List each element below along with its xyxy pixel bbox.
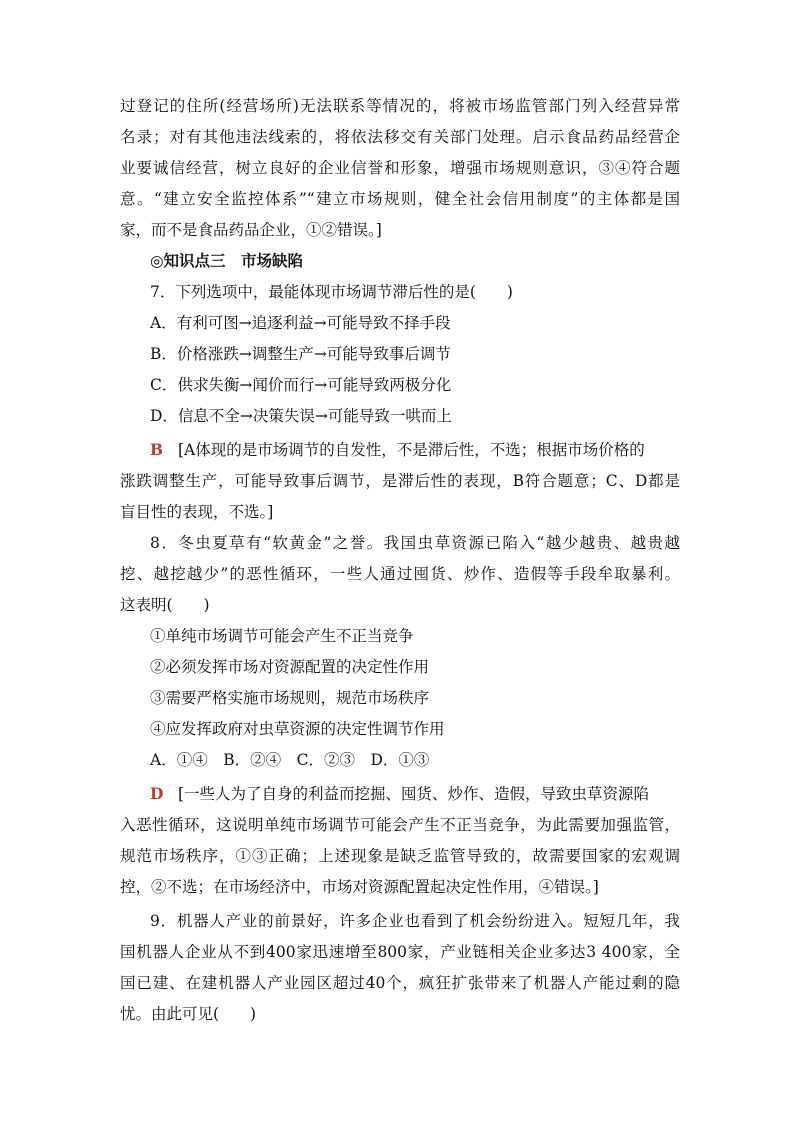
text-line: 忧。由此可见( ) xyxy=(120,1005,257,1023)
question-7-option-d: D．信息不全→决策失误→可能导致一哄而上 xyxy=(150,407,452,425)
text-line: 入恶性循环，这说明单纯市场调节可能会产生不正当竞争，为此需要加强监管， xyxy=(120,816,680,834)
question-8-item: ④应发挥政府对虫草资源的决定性调节作用 xyxy=(150,720,445,738)
text-line: 挖、越挖越少”的恶性循环，一些人通过囤货、炒作、造假等手段牟取暴利。 xyxy=(120,565,680,583)
text-line: 控，②不选；在市场经济中，市场对资源配置起决定性作用，④错误。] xyxy=(120,878,599,896)
question-7-option-a: A．有利可图→追逐利益→可能导致不择手段 xyxy=(150,314,451,332)
question-7-option-c: C．供求失衡→闻价而行→可能导致两极分化 xyxy=(150,376,452,394)
text-line: 意。“建立安全监控体系”“建立市场规则，健全社会信用制度”的主体都是国 xyxy=(120,190,680,208)
question-8-item: ③需要严格实施市场规则，规范市场秩序 xyxy=(150,689,430,707)
question-9-stem: 9．机器人产业的前景好，许多企业也看到了机会纷纷进入。短短几年，我 xyxy=(150,912,680,930)
text-line: 过登记的住所(经营场所)无法联系等情况的，将被市场监管部门列入经营异常 xyxy=(120,97,680,115)
answer-label: D xyxy=(150,784,164,803)
text-line: 规范市场秩序，①③正确；上述现象是缺乏监管导致的，故需要国家的宏观调 xyxy=(120,847,680,865)
text-line: 国机器人企业从不到400家迅速增至800家，产业链相关企业多达3 400家，全 xyxy=(120,943,680,961)
text-line: 国已建、在建机器人产业园区超过40个，疯狂扩张带来了机器人产能过剩的隐 xyxy=(120,974,680,992)
text-line: 涨跌调整生产，可能导致事后调节，是滞后性的表现，B符合题意；C、D都是 xyxy=(120,472,680,490)
text-line: 这表明( ) xyxy=(120,596,210,614)
text-line: 名录；对有其他违法线索的，将依法移交有关部门处理。启示食品药品经营企 xyxy=(120,128,680,146)
question-8-explanation: D [一些人为了自身的利益而挖掘、囤货、炒作、造假，导致虫草资源陷 xyxy=(150,784,650,803)
section-heading: ◎知识点三 市场缺陷 xyxy=(150,251,304,270)
text-line: 盲目性的表现，不选。] xyxy=(120,503,274,521)
text-line: 业要诚信经营，树立良好的企业信誉和形象，增强市场规则意识，③④符合题 xyxy=(120,159,680,177)
question-8-options: A．①④ B．②④ C．②③ D．①③ xyxy=(150,751,430,769)
question-8-item: ①单纯市场调节可能会产生不正当竞争 xyxy=(150,627,414,645)
question-8-stem: 8．冬虫夏草有“软黄金”之誉。我国虫草资源已陷入“越少越贵、越贵越 xyxy=(150,534,680,552)
text-line: 家，而不是食品药品企业，①②错误。] xyxy=(120,221,382,239)
question-7-stem: 7．下列选项中，最能体现市场调节滞后性的是( ) xyxy=(150,283,513,301)
question-7-explanation: B [A体现的是市场调节的自发性，不是滞后性，不选；根据市场价格的 xyxy=(150,440,645,459)
answer-label: B xyxy=(150,440,164,459)
question-7-option-b: B．价格涨跌→调整生产→可能导致事后调节 xyxy=(150,345,451,363)
question-8-item: ②必须发挥市场对资源配置的决定性作用 xyxy=(150,658,430,676)
